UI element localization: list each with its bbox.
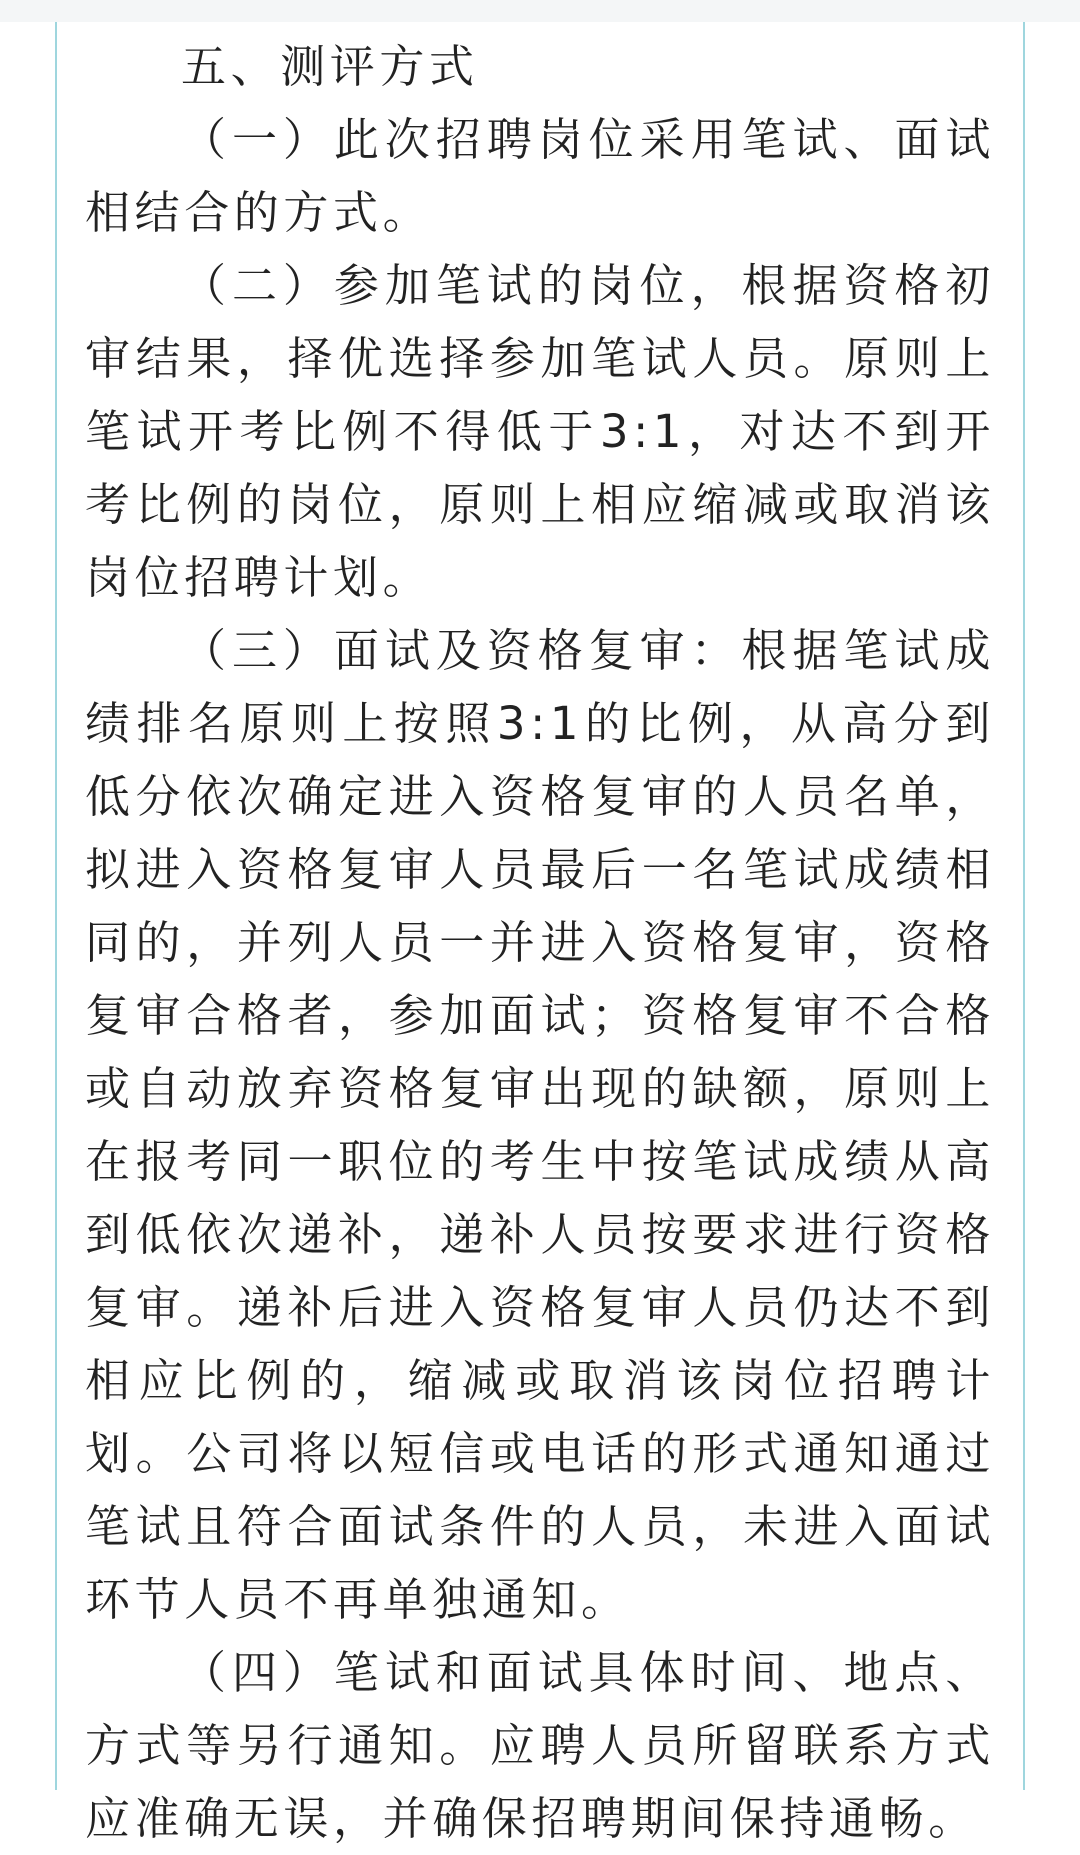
paragraph-4: （四）笔试和面试具体时间、地点、方式等另行通知。应聘人员所留联系方式应准确无误，并确保招聘期间保持通畅。 <box>85 1646 995 1845</box>
top-strip <box>0 0 1080 22</box>
paragraph-2: （二）参加笔试的岗位，根据资格初审结果，择优选择参加笔试人员。原则上笔试开考比例不得低于3:1，对达不到开考比例的岗位，原则上相应缩减或取消该岗位招聘计划。 <box>85 259 995 604</box>
section-title: 五、测评方式 <box>181 40 479 93</box>
paragraph-3: （三）面试及资格复审：根据笔试成绩排名原则上按照3:1的比例，从高分到低分依次确定进入资格复审的人员名单，拟进入资格复审人员最后一名笔试成绩相同的，并列人员一并进入资格复审，资格复审合格者，参加面试；资格复审不合格或自动放弃资格复审出现的缺额，原则上在报考同一职位的考生中按笔试成绩从高到低依次递补，递补人员按要求进行资格复审。递补后进入资格复审人员仍达不到相应比例的，缩减或取消该岗位招聘计划。公司将以短信或电话的形式通知通过笔试且符合面试条件的人员，未进入面试环节人员不再单独通知。 <box>85 624 995 1626</box>
article-content <box>85 30 995 1855</box>
paragraph-1: （一）此次招聘岗位采用笔试、面试相结合的方式。 <box>85 113 995 239</box>
